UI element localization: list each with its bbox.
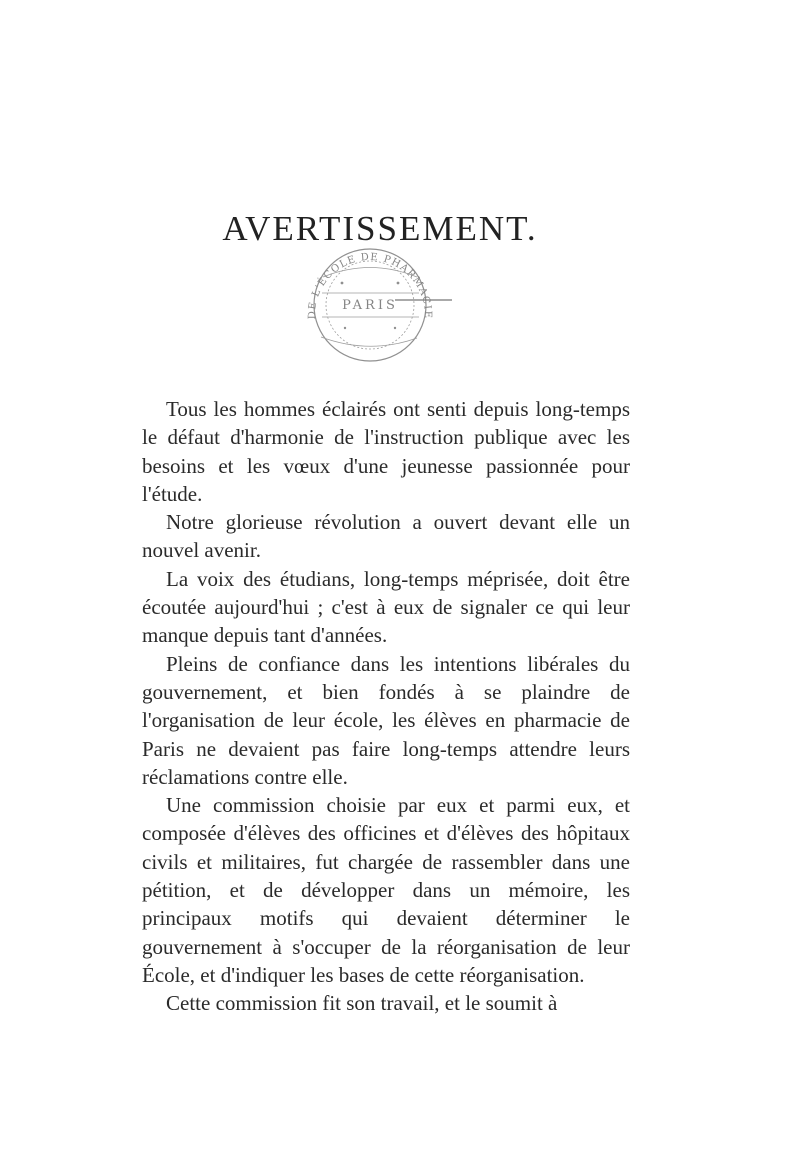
- body-paragraph-1: Tous les hommes éclairés ont senti depuis long-temps le défaut d'harmonie de l'instruction publique avec les besoins et les vœux d'une jeunesse passionnée pour l'étude.: [142, 397, 630, 506]
- stamp-center-text: PARIS: [342, 298, 398, 313]
- body-paragraph-3: La voix des étudians, long-temps méprisée, doit être écoutée aujourd'hui ; c'est à eux de signaler ce qui leur manque depuis tant d'années.: [142, 566, 630, 648]
- body-paragraph-6: Cette commission fit son travail, et le soumit à: [166, 991, 558, 1016]
- document-body: [142, 395, 630, 1018]
- body-paragraph-4: Pleins de confiance dans les intentions libérales du gouvernement, et bien fondés à se plaindre de l'organisation de leur école, les élèves en pharmacie de Paris ne devaient pas faire long-temps attendre leurs réclamations contre elle.: [142, 651, 630, 789]
- body-paragraph-2: Notre glorieuse révolution a ouvert devant elle un nouvel avenir.: [142, 510, 630, 563]
- library-stamp: [287, 243, 457, 368]
- body-paragraph-5: Une commission choisie par eux et parmi eux, et composée d'élèves des officines et d'élèves des hôpitaux civils et militaires, fut chargée de rassembler dans une pétition, et de développer dans un mémoire, les principaux motifs qui devaient déterminer le gouvernement à s'occuper de la réorganisation de leur École, et d'indiquer les bases de cette réorganisation.: [142, 793, 630, 987]
- stamp-top-text: DE L'ÉCOLE DE PHARMACIE: [306, 251, 434, 320]
- page-title: AVERTISSEMENT.: [222, 209, 538, 249]
